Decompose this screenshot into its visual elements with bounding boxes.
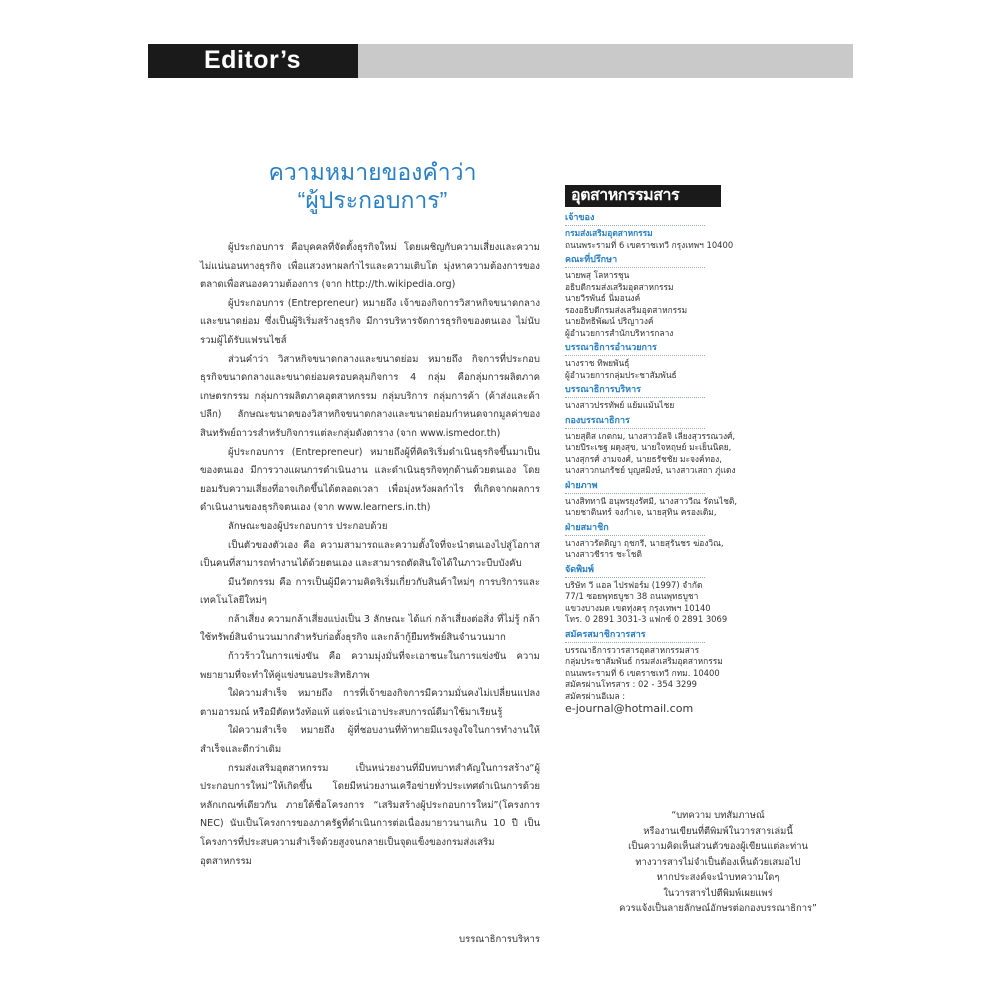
paragraph: มีนวัตกรรม คือ การเป็นผู้มีความคิดริเริ่มเกี่ยวกับสินค้าใหม่ๆ การบริการและเทคโนโลยีใหม่ๆ xyxy=(200,576,540,607)
paragraph: กล้าเสี่ยง ความกล้าเสี่ยงแบ่งเป็น 3 ลักษณะ ได้แก่ กล้าเสี่ยงต่อสิ่ง ที่ไม่รู้ กล้าใช้ทรัพย์สินจำนวนมากสำหรับก่อตั้งธุรกิจ และกล้ากู้ยืมทรัพย์สินจำนวนมาก xyxy=(200,613,540,644)
masthead-line: กลุ่มประชาสัมพันธ์ กรมส่งเสริมอุตสาหกรรม xyxy=(565,656,723,666)
masthead-heading: คณะที่ปรึกษา xyxy=(565,255,705,268)
header-banner xyxy=(148,44,853,103)
paragraph: ส่วนคำว่า วิสาหกิจขนาดกลางและขนาดย่อม หมายถึง กิจการที่ประกอบธุรกิจขนาดกลางและขนาดย่อมครอบคลุมกิจการ 4 กลุ่ม คือกลุ่มการผลิตภาคเกษตรกรรม กลุ่มการผลิตภาคอุตสาหกรรม กลุ่มบริการ กลุ่มการค้า (ค้าส่งและค้าปลีก) ลักษณะขนาดของวิสาหกิจขนาดกลางและขนาดย่อมกำหนดจากมูลค่าของสินทรัพย์ถาวรสำหรับกิจการแต่ละกลุ่มดังตาราง (จาก www.ismedor.th) xyxy=(200,353,540,439)
paragraph: ก้าวร้าวในการแข่งขัน คือ ความมุ่งมั่นที่จะเอาชนะในการแข่งขัน ความพยายามที่จะทำให้คู่แข่งขนอประสิทธิภาพ xyxy=(200,651,540,681)
paragraph: ใฝ่ความสำเร็จ หมายถึง การที่เจ้าของกิจการมีความมั่นคงไม่เปลี่ยนแปลงตามอารมณ์ หรือมีตัดหวังท้อแท้ แต่จะนำเอาประสบการณ์ดีมาใช้มาเรียนรู้ xyxy=(200,688,540,718)
masthead-line: แขวงบางมด เขตทุ่งครุ กรุงเทพฯ 10140 xyxy=(565,602,711,613)
paragraph: ผู้ประกอบการ (Entrepreneur) หมายถึงผู้ที่คิดริเริ่มดำเนินธุรกิจขึ้นมาเป็นของตนเอง มีการวางแผนการดำเนินงาน และดำเนินธุรกิจทุกด้านด้วยตนเอง โดยยอมรับความเสี่ยงที่อาจเกิดขึ้นได้ตลอดเวลา เพื่อมุ่งหวังผลกำไร ที่เกิดจากผลการดำเนินงานของธุรกิจตนเอง (จาก www.learners.in.th) xyxy=(200,446,540,514)
quote-line: เป็นความคิดเห็นส่วนตัวของผู้เขียนแต่ละท่าน xyxy=(628,841,808,852)
masthead-line: นายวีรพันธ์ นิ่มอนงค์ xyxy=(565,293,641,303)
masthead-line: กรมส่งเสริมอุตสาหกรรม xyxy=(565,228,653,238)
masthead-line: สมัครผ่านโทรสาร : 02 - 354 3299 xyxy=(565,679,698,689)
paragraph: เป็นตัวของตัวเอง คือ ความสามารถและความตั้งใจที่จะนำตนเองไปสู่โอกาสเป็นคนที่สามารถทำงานได้ด้วยตนเอง และสามารถตัดสินใจได้ในภาวะบีบบังคับ xyxy=(200,539,540,570)
contact-email: e-journal@hotmail.com xyxy=(565,702,694,715)
masthead-heading: สมัครสมาชิกวารสาร xyxy=(565,630,705,643)
masthead-line: นางสุกรศ์ งามจงศ์, นายธรัชชัย มะจงค์ทอง, xyxy=(565,453,722,464)
masthead-section xyxy=(565,523,735,561)
paragraph: ใฝ่ความสำเร็จ หมายถึง ผู้ที่ชอบงานที่ท้าทายมีแรงจูงใจในการทำงานให้สำเร็จและดีกว่าเดิม xyxy=(200,725,540,756)
masthead-line: โทร. 0 2891 3031-3 แฟกซ์ 0 2891 3069 xyxy=(565,614,728,624)
masthead-heading: ฝ่ายสมาชิก xyxy=(565,523,705,536)
masthead-section xyxy=(565,343,735,381)
masthead-line: นายสุดิส เกตกม, นางสาวอัลจิ เลี่ยงสุวรรณวงศ์, xyxy=(565,430,736,441)
masthead-line: นายปีระเชฐ ผดุงสุข, นายใจหฤษย์ มะเย็นนิตย, xyxy=(565,442,732,452)
quote-line: ควรแจ้งเป็นลายลักษณ์อักษรต่อกองบรรณาธิการ” xyxy=(619,903,817,914)
masthead-line: นายอิทธิพัฒน์ ปริญาวงค์ xyxy=(565,316,654,326)
quote-line: หากประสงค์จะนำบทความใดๆ xyxy=(656,872,780,883)
masthead-section xyxy=(565,416,735,477)
masthead-sections xyxy=(565,213,738,702)
masthead-line: นางราช ทิพยพันธุ์ xyxy=(565,358,630,368)
masthead-line: ผู้อำนวยการกลุ่มประชาสัมพันธ์ xyxy=(565,369,677,380)
masthead-heading: บรรณาธิการอำนวยการ xyxy=(565,343,705,356)
masthead-heading: กองบรรณาธิการ xyxy=(565,416,705,429)
quote-line: ในวารสารไปตีพิมพ์เผยแพร่ xyxy=(663,887,773,899)
masthead-line: นางสาวปรรทัพย์ แย้มแม้นไชย xyxy=(565,400,675,410)
masthead-line: บรรณาธิการวารสารอุตสาหกรรมสาร xyxy=(565,644,700,655)
masthead-heading: บรรณาธิการบริหาร xyxy=(565,385,705,398)
section-title: Editor’s Talk xyxy=(204,46,302,103)
masthead-line: นางสาวชีราร ชะโชติ xyxy=(565,549,642,559)
article-body xyxy=(200,239,540,871)
masthead-line: 77/1 ซอยพุทธบูชา 38 ถนนพุทธบูชา xyxy=(565,591,699,601)
masthead-section xyxy=(565,480,738,519)
quote-line: ทางวารสารไม่จำเป็นต้องเห็นด้วยเสมอไป xyxy=(635,856,801,868)
quote-line: หรืองานเขียนที่ตีพิมพ์ในวารสารเล่มนี้ xyxy=(643,825,793,837)
article-title-line-2: “ผู้ประกอบการ” xyxy=(297,187,448,213)
masthead-line: นางสาวกนกรัชย์ บุญสมิงษ์, นางสาวเสถา ภู่แดง xyxy=(565,465,736,475)
masthead-line: นางสิททานี อนุพรยุงรัศมี, นางสาววีณ รัตนไชติ, xyxy=(565,495,738,506)
banner-tab xyxy=(148,44,358,103)
masthead-section xyxy=(565,385,735,412)
masthead-heading: เจ้าของ xyxy=(565,213,705,226)
masthead-heading: จัดพิมพ์ xyxy=(565,565,705,578)
magazine-logo: อุตสาหกรรมสาร xyxy=(565,185,721,207)
quote-line: “บทความ บทสัมภาษณ์ xyxy=(671,810,765,821)
paragraph: กรมส่งเสริมอุตสาหกรรม เป็นหน่วยงานที่มีบทบาทสำคัญในการสร้าง“ผู้ประกอบการใหม่”ให้เกิดขึ้น โดยมีหน่วยงานเครือข่ายทั่วประเทศดำเนินการด้วยหลักเกณฑ์เดียวกัน ภายใต้ชื่อโครงการ “เสริมสร้างผู้ประกอบการใหม่”(โครงการ NEC) นับเป็นโครงการของภาครัฐที่ดำเนินการต่อเนื่องมายาวนานเกิน 10 ปี เป็นโครงการที่ประสบความสำเร็จด้วยสูงจนกลายเป็นจุดแข็งของกรมส่งเสริมอุตสาหกรรม xyxy=(200,762,540,867)
masthead-section xyxy=(565,255,735,339)
masthead-line: บริษัท วี แอล ไปรฟอร์ม (1997) จำกัด xyxy=(565,579,703,590)
paragraph: ผู้ประกอบการ (Entrepreneur) หมายถึง เจ้าของกิจการวิสาหกิจขนาดกลางและขนาดย่อม ซึ่งเป็นผู้ริเริ่มสร้างธุรกิจ มีการบริหารจัดการธุรกิจของตนเอง ไม่นับรวมผู้ได้รับแฟรนไชส์ xyxy=(200,297,540,346)
masthead-line: นายชาตินทร์ จงกำเจ, นายสุทิน ครองเดิม, xyxy=(565,507,717,517)
masthead-line: ถนนพระรามที่ 6 เขตราชเทวี กรุงเทพฯ 10400 xyxy=(565,239,734,250)
masthead xyxy=(565,185,738,716)
masthead-line: รองอธิบดีกรมส่งเสริมอุตสาหกรรม xyxy=(565,304,688,315)
masthead-line: ถนนพระรามที่ 6 เขตราชเทวี กทม. 10400 xyxy=(565,667,720,678)
masthead-line: ผู้อำนวยการสำนักบริหารกลาง xyxy=(565,327,674,338)
masthead-line: นายพสุ โลหารชุน xyxy=(565,270,630,280)
paragraph: ลักษณะของผู้ประกอบการ ประกอบด้วย xyxy=(228,520,388,532)
masthead-section xyxy=(565,565,735,626)
masthead-line: อธิบดีกรมส่งเสริมอุตสาหกรรม xyxy=(565,281,674,292)
editor-signature: บรรณาธิการบริหาร xyxy=(459,934,540,945)
masthead-section xyxy=(565,630,735,703)
disclaimer-quote xyxy=(568,808,868,917)
paragraph: ผู้ประกอบการ คือบุคคลที่จัดตั้งธุรกิจใหม่ โดยเผชิญกับความเสี่ยงและความไม่แน่นอนทางธุรกิจ เพื่อแสวงหาผลกำไรและความเติบโต มุ่งหาความต้องการของตลาดเพื่อสนองความต้องการ (จาก http://th.wikipedia.org) xyxy=(200,242,540,291)
masthead-line: สมัครผ่านอีเมล : xyxy=(565,690,626,701)
masthead-line: นางสาวรัตติญา ฤชกรี, นายสุรันชร ฆ่องวิณ, xyxy=(565,537,724,548)
article-title-line-1: ความหมายของคำว่า xyxy=(268,159,477,185)
masthead-heading: ฝ่ายภาพ xyxy=(565,481,705,494)
masthead-section xyxy=(565,213,735,251)
